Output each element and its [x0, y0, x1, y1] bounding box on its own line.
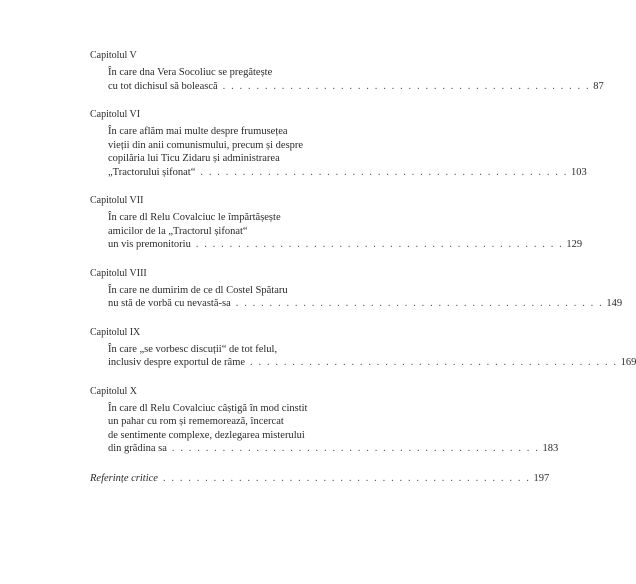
page-number: 197	[533, 472, 550, 484]
toc-chapter-v[interactable]	[90, 50, 604, 93]
dot-leader: . . . . . . . . . . . . . . . . . . . . . . . . . . . . . . . . . . . . . . . . . . . .	[235, 298, 604, 309]
description-last-line	[108, 166, 587, 180]
description-line: În care „se vorbesc discuții“ de tot felul,	[108, 343, 278, 355]
description-line: un vis premonitoriu	[108, 239, 191, 250]
description-line: un pahar cu rom și rememorează, încercat	[108, 416, 284, 427]
dot-leader: . . . . . . . . . . . . . . . . . . . . . . . . . . . . . . . . . . . . . . . . . . . .	[222, 80, 591, 92]
description-last-line	[108, 356, 636, 370]
table-of-contents	[90, 50, 636, 485]
chapter-description	[90, 125, 587, 179]
description-line: nu stă de vorbă cu nevastă-sa	[108, 298, 231, 309]
chapter-heading: Capitolul VIII	[90, 267, 147, 279]
chapter-heading: Capitolul VI	[90, 109, 141, 120]
dot-leader: . . . . . . . . . . . . . . . . . . . . . . . . . . . . . . . . . . . . . . . . . . . .	[250, 357, 618, 368]
toc-chapter-vi[interactable]	[90, 109, 587, 179]
description-line: de sentimente complexe, dezlegarea misterului	[108, 429, 305, 441]
toc-chapter-ix[interactable]	[90, 326, 636, 370]
description-line: În care ne dumirim de ce dl Costel Spătaru	[108, 284, 288, 296]
page-number: 129	[566, 239, 583, 250]
description-last-line	[108, 238, 583, 252]
page-number: 183	[542, 443, 559, 454]
chapter-description	[90, 284, 623, 311]
chapter-heading: Capitolul X	[90, 385, 137, 397]
description-line: vieții din anii comunismului, precum și despre	[108, 139, 304, 151]
chapter-heading: Capitolul V	[90, 50, 137, 61]
page-number: 149	[606, 298, 623, 309]
description-last-line	[108, 80, 604, 94]
description-line: inclusiv despre exportul de râme	[108, 357, 246, 368]
description-line: În care dl Relu Covalciuc câștigă în mod cinstit	[108, 402, 308, 414]
description-line: În care dna Vera Socoliuc se pregătește	[108, 67, 273, 78]
toc-chapter-x[interactable]	[90, 385, 559, 456]
description-line: În care dl Relu Covalciuc le împărtășește	[108, 212, 281, 223]
page-number: 169	[620, 357, 636, 368]
references-label: Referințe critice	[90, 472, 158, 484]
description-line: amicilor de la „Tractorul șifonat“	[108, 225, 248, 237]
toc-chapter-vii[interactable]	[90, 195, 583, 252]
description-line: din grădina sa	[108, 443, 167, 454]
chapter-description	[90, 402, 559, 456]
dot-leader: . . . . . . . . . . . . . . . . . . . . . . . . . . . . . . . . . . . . . . . . . . . .	[200, 166, 568, 178]
chapter-description	[90, 211, 583, 252]
page-number: 103	[570, 166, 587, 178]
description-line: cu tot dichisul să bolească	[108, 80, 218, 92]
chapter-description	[90, 343, 636, 370]
dot-leader: . . . . . . . . . . . . . . . . . . . . . . . . . . . . . . . . . . . . . . . . . . . .	[171, 443, 540, 454]
chapter-heading: Capitolul IX	[90, 326, 141, 338]
chapter-description	[90, 66, 604, 93]
description-last-line	[108, 297, 623, 311]
page-number: 87	[593, 80, 604, 92]
description-line: În care aflăm mai multe despre frumusețea	[108, 126, 288, 137]
dot-leader: . . . . . . . . . . . . . . . . . . . . . . . . . . . . . . . . . . . . . . . . . . . .	[162, 472, 531, 484]
dot-leader: . . . . . . . . . . . . . . . . . . . . . . . . . . . . . . . . . . . . . . . . . . . .	[195, 239, 564, 250]
toc-references[interactable]	[90, 472, 550, 486]
description-last-line	[108, 442, 559, 456]
chapter-heading: Capitolul VII	[90, 195, 144, 206]
toc-chapter-viii[interactable]	[90, 267, 623, 311]
description-line: copilăria lui Ticu Zidaru și administrarea	[108, 153, 280, 164]
description-line: „Tractorului șifonat“	[108, 166, 196, 178]
